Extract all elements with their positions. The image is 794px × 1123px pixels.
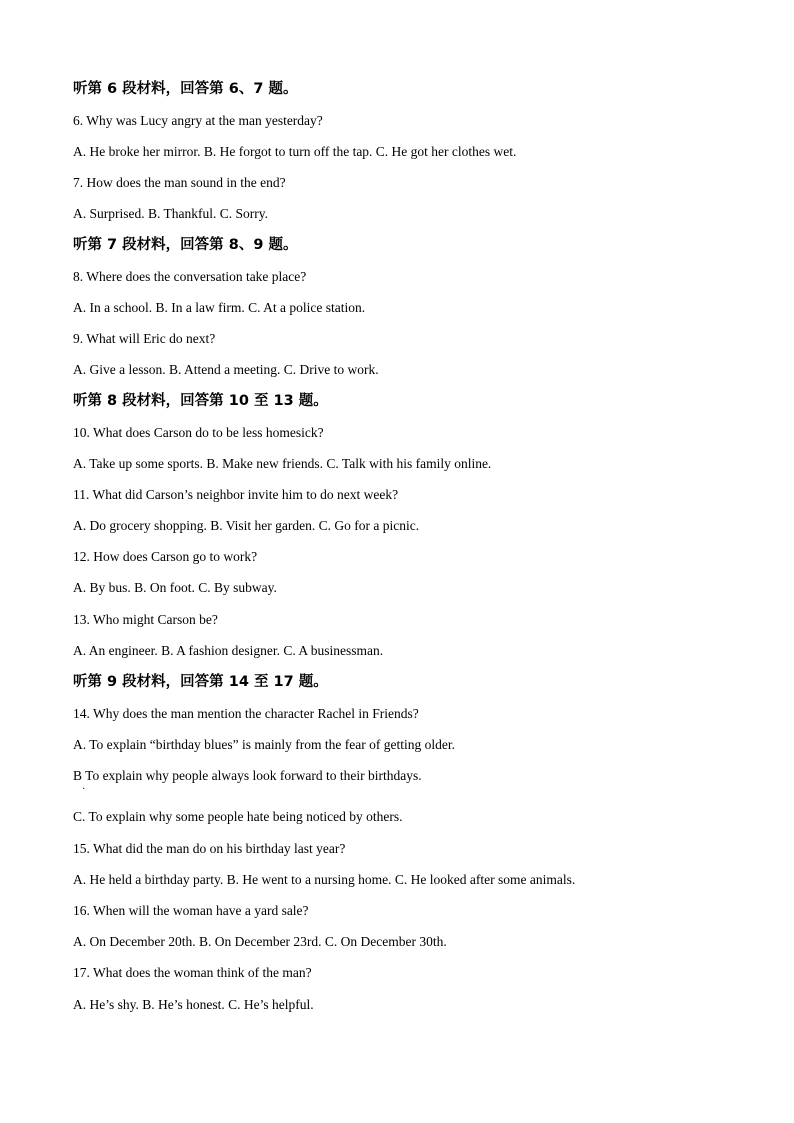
answer-option-b: B To explain why people always look forward to their birthdays. — [73, 768, 422, 783]
answer-options: A. Do grocery shopping. B. Visit her garden. C. Go for a picnic. — [73, 518, 420, 533]
section-heading: 听第 7 段材料，回答第 8、9 题。 — [73, 237, 298, 253]
answer-options: A. By bus. B. On foot. C. By subway. — [73, 580, 277, 595]
question-text: 16. When will the woman have a yard sale? — [73, 903, 309, 918]
section-heading: 听第 9 段材料，回答第 14 至 17 题。 — [73, 674, 328, 690]
answer-option-c: C. To explain why some people hate being noticed by others. — [73, 809, 403, 824]
answer-options: A. He held a birthday party. B. He went to a nursing home. C. He looked after some animals. — [73, 872, 576, 887]
question-text: 11. What did Carson’s neighbor invite him to do next week? — [73, 487, 399, 502]
answer-options: A. On December 20th. B. On December 23rd. C. On December 30th. — [73, 934, 447, 949]
question-text: 10. What does Carson do to be less homesick? — [73, 425, 324, 440]
answer-options: A. Take up some sports. B. Make new friends. C. Talk with his family online. — [73, 456, 492, 471]
question-text: 13. Who might Carson be? — [73, 612, 218, 627]
question-text: 14. Why does the man mention the character Rachel in Friends? — [73, 706, 419, 721]
answer-options: A. An engineer. B. A fashion designer. C. A businessman. — [73, 643, 384, 658]
answer-option-a: A. To explain “birthday blues” is mainly from the fear of getting older. — [73, 737, 455, 752]
answer-options: A. He’s shy. B. He’s honest. C. He’s helpful. — [73, 997, 314, 1012]
answer-options: A. Give a lesson. B. Attend a meeting. C. Drive to work. — [73, 362, 379, 377]
question-text: 15. What did the man do on his birthday last year? — [73, 841, 346, 856]
question-text: 12. How does Carson go to work? — [73, 549, 258, 564]
answer-options: A. In a school. B. In a law firm. C. At a police station. — [73, 300, 366, 315]
question-text: 9. What will Eric do next? — [73, 331, 216, 346]
answer-options: A. He broke her mirror. B. He forgot to turn off the tap. C. He got her clothes wet. — [73, 144, 517, 159]
question-text: 8. Where does the conversation take place? — [73, 269, 307, 284]
question-text: 17. What does the woman think of the man? — [73, 965, 312, 980]
section-heading: 听第 6 段材料，回答第 6、7 题。 — [73, 81, 298, 97]
question-text: 6. Why was Lucy angry at the man yesterday? — [73, 113, 323, 128]
option-marker-dot: · — [82, 784, 86, 795]
answer-options: A. Surprised. B. Thankful. C. Sorry. — [73, 206, 268, 221]
section-heading: 听第 8 段材料，回答第 10 至 13 题。 — [73, 393, 328, 409]
question-text: 7. How does the man sound in the end? — [73, 175, 286, 190]
